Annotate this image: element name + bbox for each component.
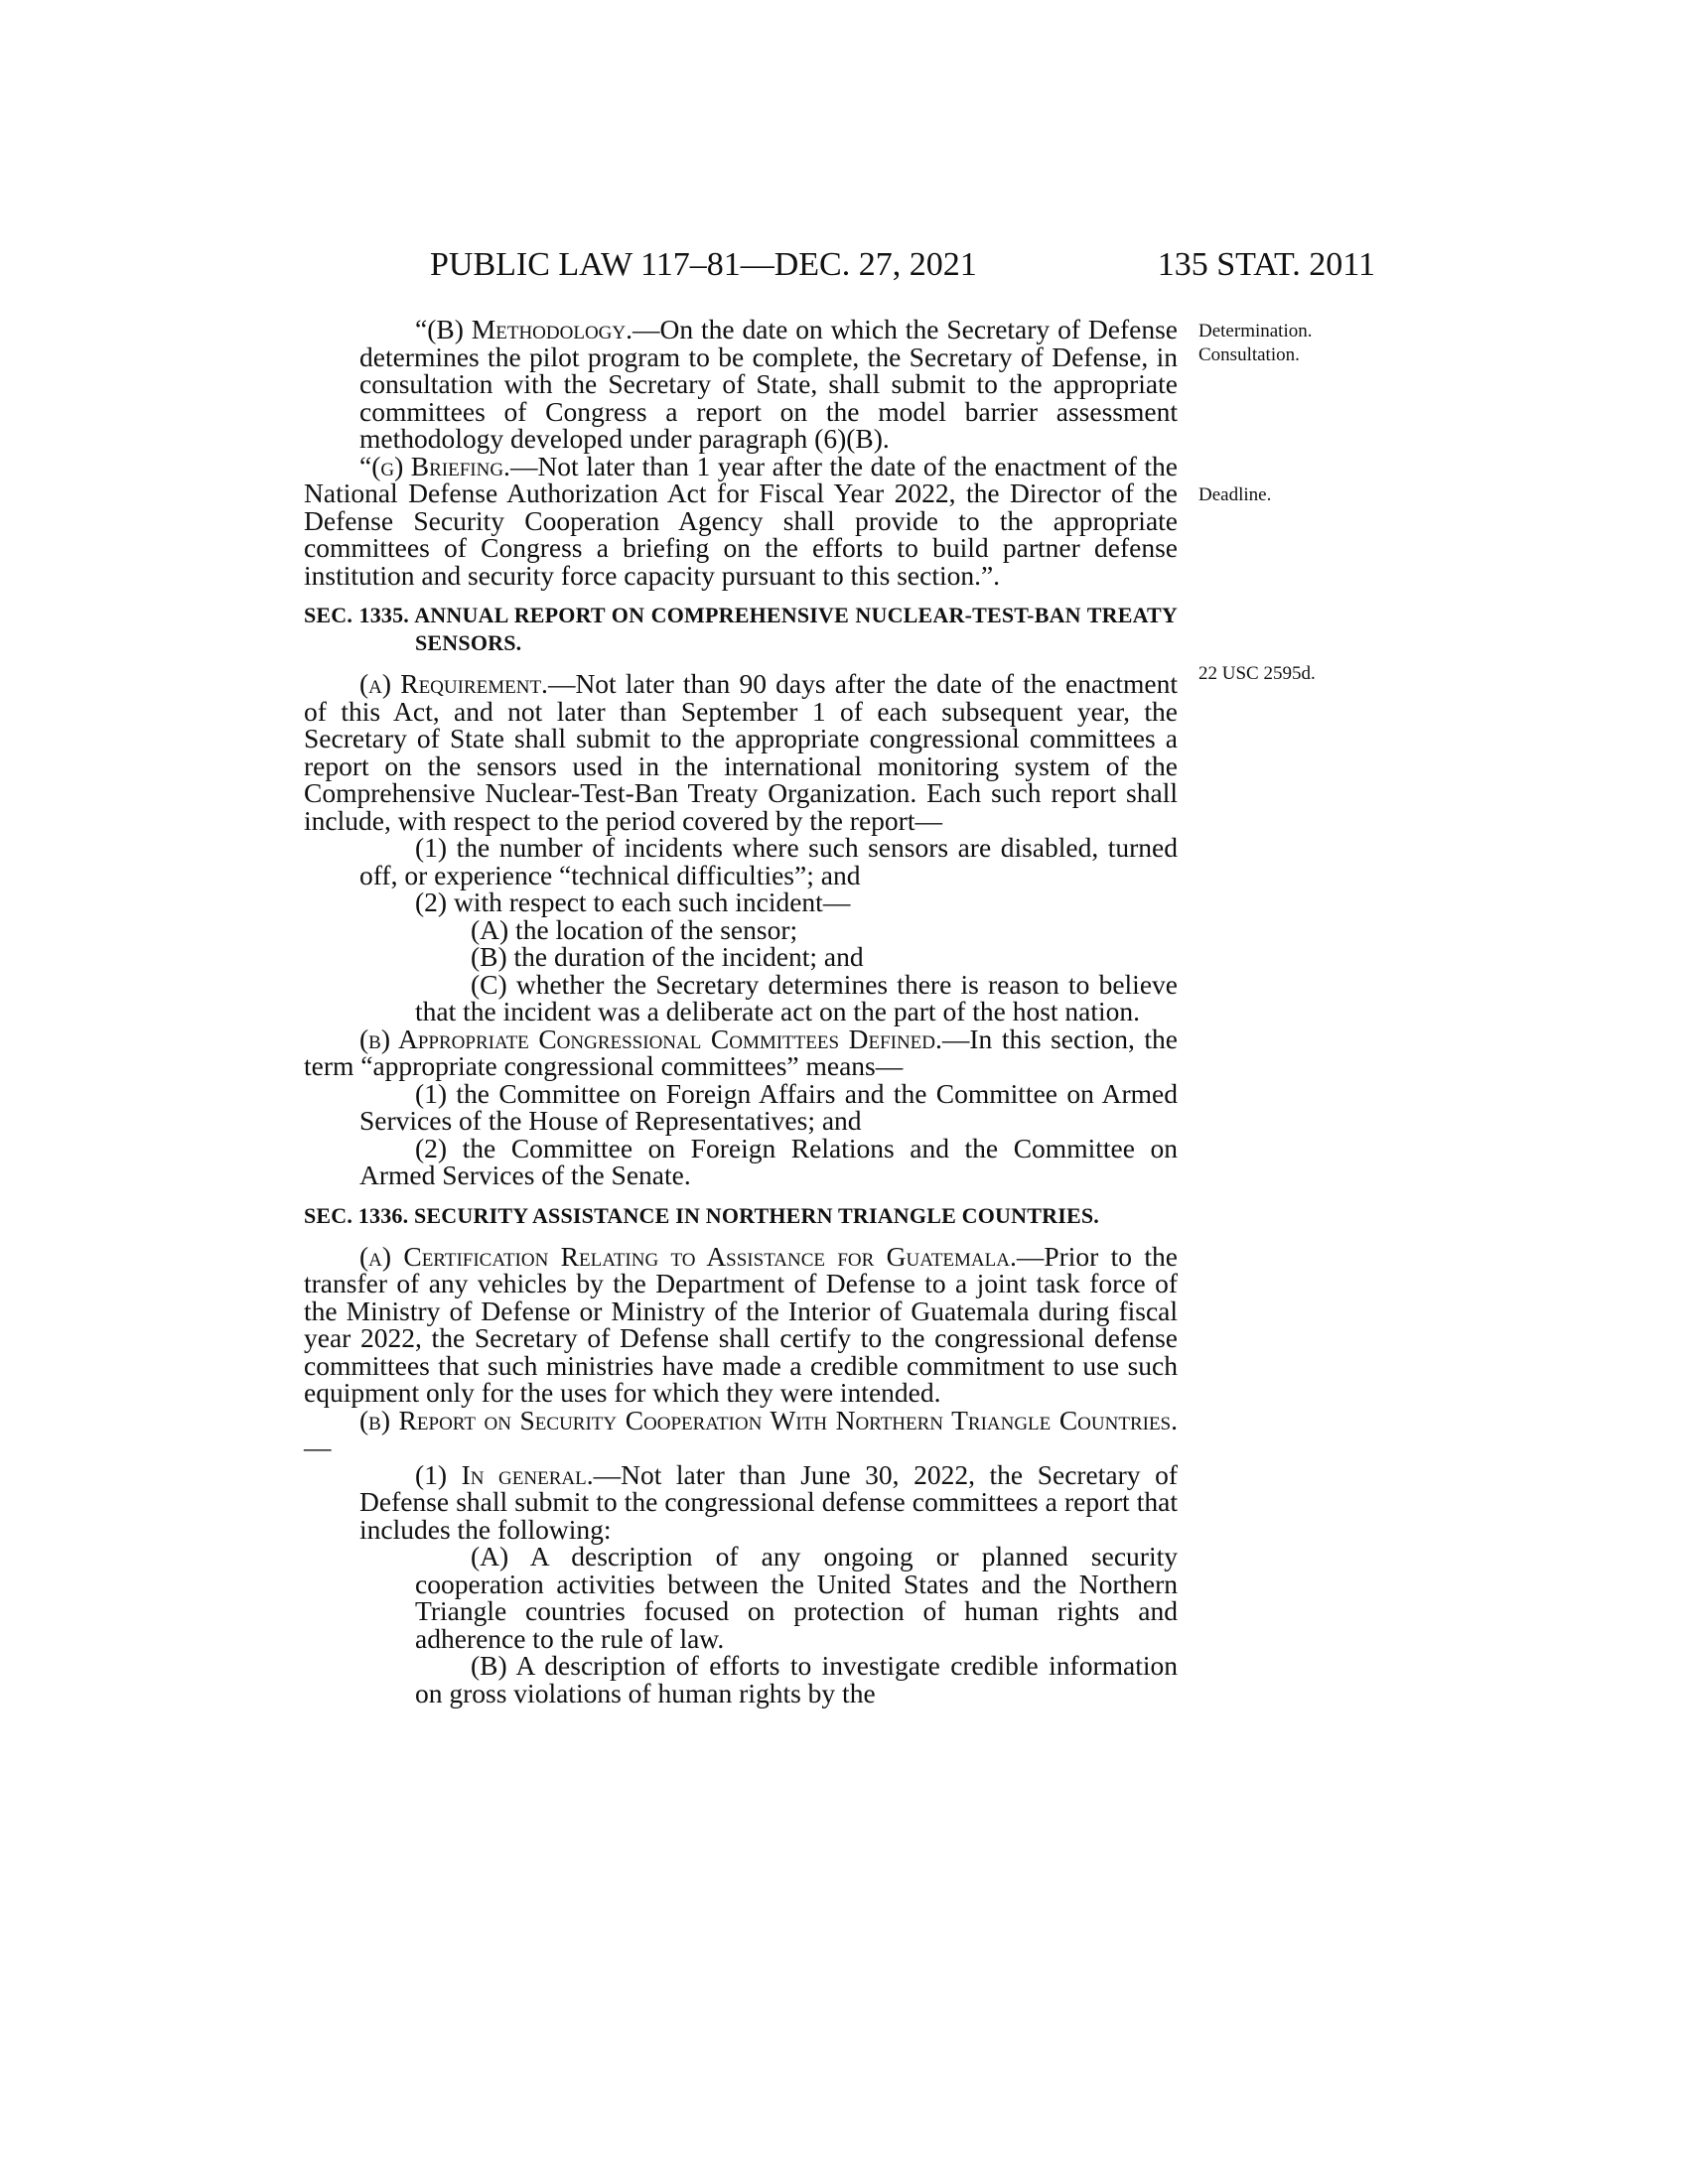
paragraph-text: —In this section, the term “appropriate congressional committees” means—	[304, 1023, 1178, 1081]
body-text	[304, 316, 1178, 1706]
paragraph-g-briefing	[304, 450, 1178, 591]
paragraph-text: —Not later than 90 days after the date of the enactment of this Act, and not later than September 1 of each subsequent year, the Secretary of State shall submit to the appropriate congressional committees a report on the sensors used in the international monitoring system of the Comprehensive Nuclear-Test-Ban Treaty Organization. Each such report shall include, with respect to the period covered by the report—	[304, 668, 1178, 836]
heading-methodology: “(B) Methodology.	[415, 314, 633, 344]
paragraph-a-requirement	[304, 670, 1178, 834]
paragraph-b-duration: (B) the duration of the incident; and	[471, 941, 864, 972]
paragraph-b-report-security-cooperation	[304, 1404, 1178, 1462]
heading-committees-defined: (b) Appropriate Congressional Committees Defined.	[359, 1023, 942, 1054]
margin-note-determination: Determination.	[1198, 321, 1313, 341]
heading-in-general: (1) In general.	[415, 1458, 594, 1490]
header-public-law: PUBLIC LAW 117–81—DEC. 27, 2021	[430, 246, 977, 283]
paragraph-1-incidents: (1) the number of incidents where such sensors are disabled, turned off, or experience “technical difficulties”; and	[359, 832, 1178, 890]
paragraph-text: —	[304, 1432, 332, 1462]
margin-note-deadline: Deadline.	[1198, 484, 1272, 505]
paragraph-b-committees-defined	[304, 1025, 1178, 1080]
paragraph-b-description-efforts: (B) A description of efforts to investigate credible information on gross violations of human rights by the	[415, 1650, 1178, 1708]
paragraph-c-deliberate: (C) whether the Secretary determines there is reason to believe that the incident was a deliberate act on the part of the host nation.	[415, 968, 1178, 1026]
section-1336-heading: SEC. 1336. SECURITY ASSISTANCE IN NORTHERN TRIANGLE COUNTRIES.	[304, 1202, 1099, 1228]
heading-certification: (a) Certification Relating to Assistance for Guatemala.	[359, 1240, 1017, 1272]
running-header	[430, 246, 1375, 286]
paragraph-a-location: (A) the location of the sensor;	[471, 913, 798, 945]
header-statute-page: 135 STAT. 2011	[1157, 246, 1375, 283]
section-1335-heading: SEC. 1335. ANNUAL REPORT ON COMPREHENSIVE NUCLEAR-TEST-BAN TREATY SENSORS.	[304, 603, 1178, 655]
paragraph-a-description-activities: (A) A description of any ongoing or planned security cooperation activities between the United States and the Northern Triangle countries focused on protection of human rights and adherence to the rule of law.	[415, 1541, 1178, 1654]
paragraph-text: —Not later than 1 year after the date of the enactment of the National Defense Authorization Act for Fiscal Year 2022, the Director of the Defense Security Cooperation Agency shall provide to the appropriate committees of Congress a briefing on the efforts to build partner defense institution and security force capacity pursuant to this section.”.	[304, 450, 1178, 591]
heading-briefing: “(g) Briefing.	[359, 450, 510, 481]
paragraph-text: —Prior to the transfer of any vehicles by the Department of Defense to a joint task force of the Ministry of Defense or Ministry of the Interior of Guatemala during fiscal year 2022, the Secretary of Defense shall certify to the congressional defense committees that such ministries have made a credible commitment to use such equipment only for the uses for which they were intended.	[304, 1240, 1178, 1408]
paragraph-text: —Not later than June 30, 2022, the Secretary of Defense shall submit to the congressional defense committees a report that includes the following:	[359, 1458, 1178, 1545]
paragraph-2-senate-committees: (2) the Committee on Foreign Relations and the Committee on Armed Services of the Senate.	[359, 1132, 1178, 1190]
heading-report-security-cooperation: (b) Report on Security Cooperation With Northern Triangle Countries.	[359, 1404, 1178, 1435]
paragraph-a-certification-guatemala	[304, 1240, 1178, 1408]
paragraph-b-methodology	[304, 316, 1178, 453]
margin-note-usc: 22 USC 2595d.	[1198, 663, 1316, 684]
paragraph-1-house-committees: (1) the Committee on Foreign Affairs and the Committee on Armed Services of the House of Representatives; and	[359, 1077, 1178, 1136]
paragraph-1-in-general	[304, 1458, 1178, 1545]
paragraph-2-each-incident: (2) with respect to each such incident—	[415, 887, 851, 917]
margin-note-consultation: Consultation.	[1198, 344, 1300, 365]
paragraph-text: —On the date on which the Secretary of Defense determines the pilot program to be complete, the Secretary of Defense, in consultation with the Secretary of State, shall submit to the appropriate committees of Congress a report on the model barrier assessment methodology developed under paragraph (6)(B).	[359, 314, 1178, 454]
heading-requirement: (a) Requirement.	[359, 668, 548, 699]
